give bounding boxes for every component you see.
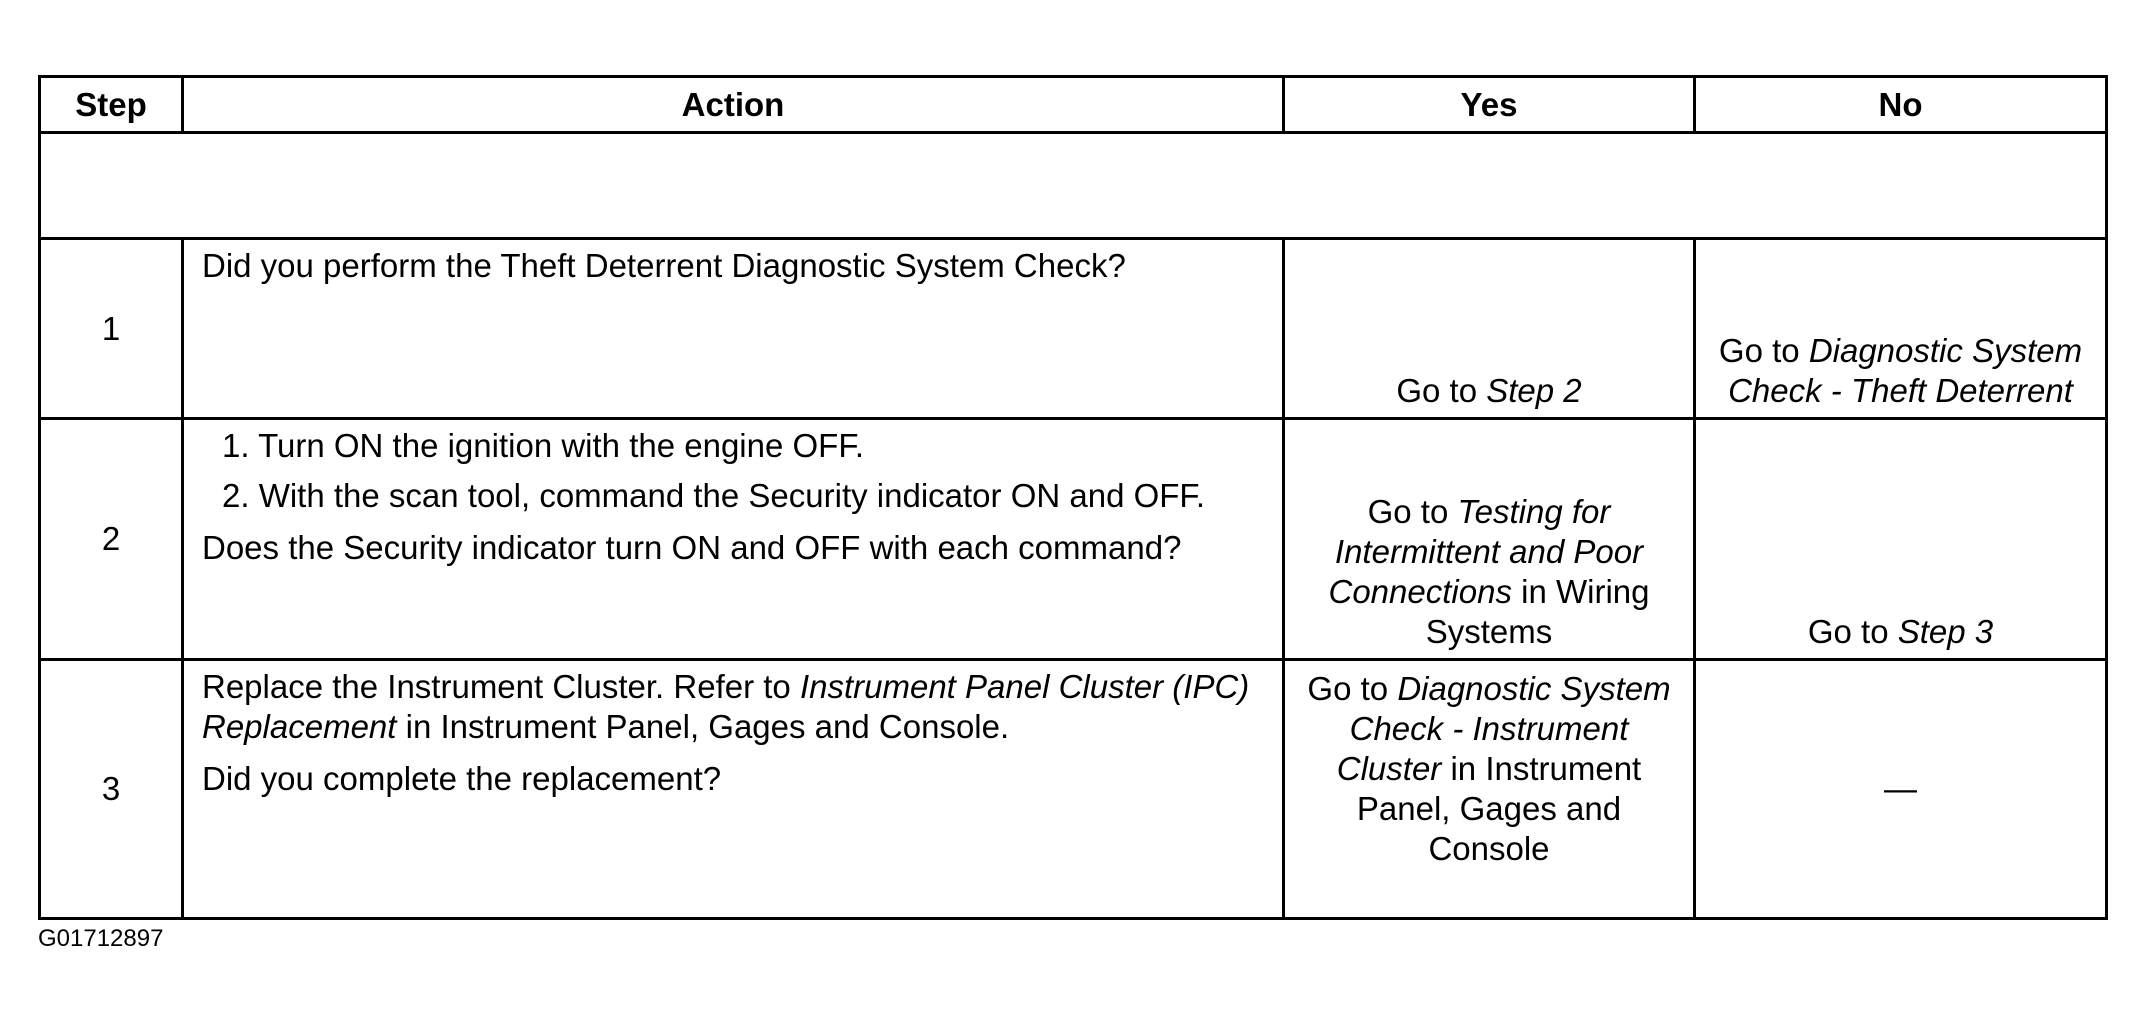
yes-reference: Diagnostic System Check - Instrument Cluster	[1336, 670, 1671, 787]
no-cell	[1695, 660, 2107, 919]
action-step-item: 2. With the scan tool, command the Security indicator ON and OFF.	[222, 477, 1206, 514]
step-number: 2	[40, 419, 183, 660]
no-prefix: Go to	[1718, 332, 1800, 369]
yes-cell	[1284, 239, 1695, 419]
table-row	[40, 419, 2107, 660]
action-cell	[183, 660, 1284, 919]
yes-prefix: Go to	[1367, 493, 1449, 530]
yes-reference: Testing for Intermittent and Poor Connections	[1328, 493, 1644, 610]
action-step-list	[202, 426, 1264, 516]
action-question: Did you complete the replacement?	[202, 760, 722, 797]
table-row	[40, 239, 2107, 419]
no-cell	[1695, 419, 2107, 660]
yes-suffix: in Instrument Panel, Gages and Console	[1356, 750, 1642, 867]
header-no: No	[1695, 77, 2107, 133]
yes-reference: Step 2	[1486, 372, 1582, 409]
header-yes: Yes	[1284, 77, 1695, 133]
step-number: 3	[40, 660, 183, 919]
action-cell	[183, 239, 1284, 419]
yes-prefix: Go to	[1396, 372, 1478, 409]
action-suffix: in Instrument Panel, Gages and Console.	[405, 708, 1010, 745]
header-action: Action	[183, 77, 1284, 133]
action-step-item: 1. Turn ON the ignition with the engine OFF.	[222, 427, 865, 464]
yes-prefix: Go to	[1307, 670, 1389, 707]
header-row	[40, 77, 2107, 133]
no-value: —	[1884, 770, 1917, 807]
no-reference: Step 3	[1897, 613, 1994, 650]
header-step: Step	[40, 77, 183, 133]
no-reference: Diagnostic System Check - Theft Deterrent	[1728, 332, 2083, 409]
blank-row	[40, 133, 2107, 239]
blank-cell	[40, 133, 2107, 239]
action-cell	[183, 419, 1284, 660]
action-text: Did you perform the Theft Deterrent Diagnostic System Check?	[202, 247, 1126, 284]
no-prefix: Go to	[1807, 613, 1889, 650]
table-row	[40, 660, 2107, 919]
action-question: Does the Security indicator turn ON and OFF with each command?	[202, 529, 1182, 566]
action-reference: Instrument Panel Cluster (IPC) Replacement	[202, 668, 1250, 745]
diagnostic-table	[38, 75, 2108, 920]
yes-cell	[1284, 660, 1695, 919]
yes-cell	[1284, 419, 1695, 660]
figure-id: G01712897	[38, 925, 164, 952]
no-cell	[1695, 239, 2107, 419]
action-prefix: Replace the Instrument Cluster. Refer to	[202, 668, 791, 705]
action-text	[202, 667, 1264, 747]
step-number: 1	[40, 239, 183, 419]
yes-suffix: in Wiring Systems	[1425, 573, 1650, 650]
